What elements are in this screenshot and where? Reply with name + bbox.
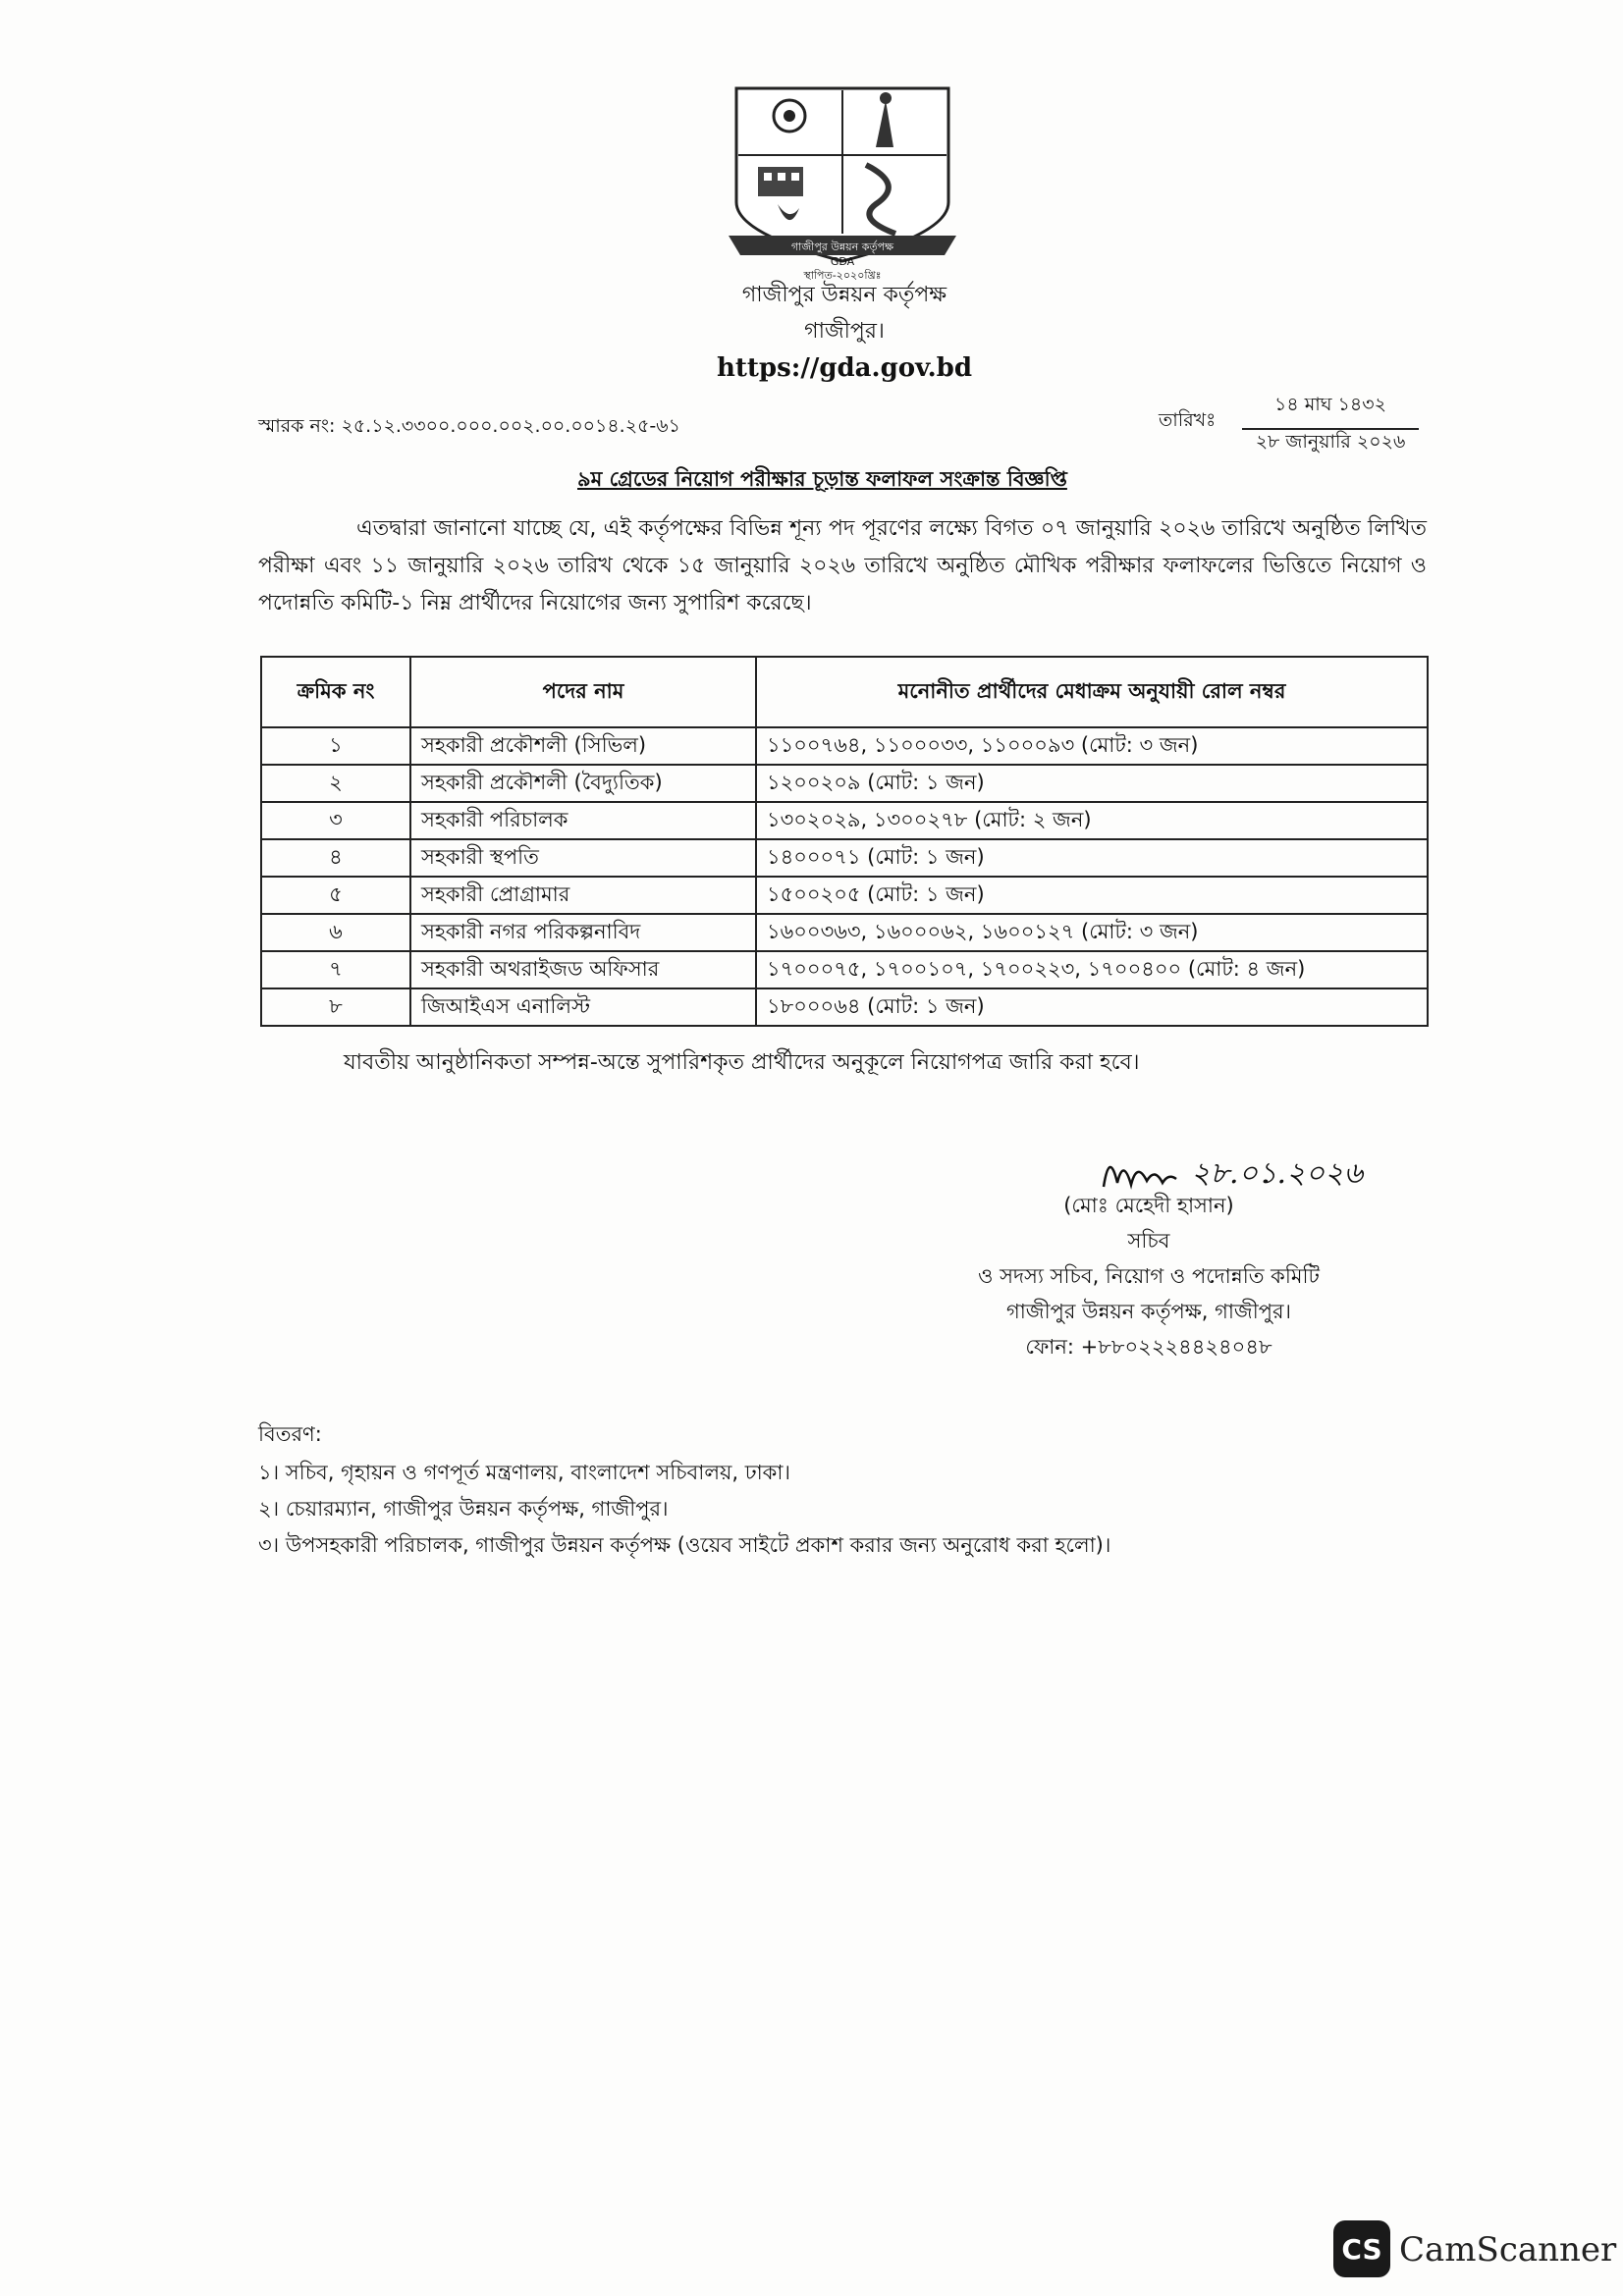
signatory-org: গাজীপুর উন্নয়ন কর্তৃপক্ষ, গাজীপুর। [1005,1300,1292,1323]
row-rolls: ১৩০২০২৯, ১৩০০২৭৮ (মোট: ২ জন) [756,802,1428,839]
date-english: ২৮ জানুয়ারি ২০২৬ [1255,431,1406,453]
camscanner-watermark: CamScanner [1399,2230,1617,2269]
table-row [261,951,1428,988]
row-serial: ৪ [261,839,410,877]
row-serial: ৫ [261,877,410,914]
row-serial: ৩ [261,802,410,839]
row-post: সহকারী প্রকৌশলী (বৈদ্যুতিক) [410,765,756,802]
logo-year: স্থাপিত-২০২০খ্রিঃ [803,269,882,282]
table-row [261,988,1428,1026]
row-rolls: ১৭০০০৭৫, ১৭০০১০৭, ১৭০০২২৩, ১৭০০৪০০ (মোট: ৪ জন) [756,951,1428,988]
signature-date: ২৮.০১.২০২৬ [1191,1156,1364,1191]
header-serial: ক্রমিক নং [261,657,410,727]
logo-abbr: GDA [830,255,855,268]
row-serial: ৮ [261,988,410,1026]
camscanner-logo-icon: CS [1333,2220,1390,2277]
results-table [260,656,1429,1027]
list-item: ১। সচিব, গৃহায়ন ও গণপূর্ত মন্ত্রণালয়, বাংলাদেশ সচিবালয়, ঢাকা। [258,1461,790,1484]
row-serial: ৭ [261,951,410,988]
table-row [261,802,1428,839]
list-item: ৩। উপসহকারী পরিচালক, গাজীপুর উন্নয়ন কর্তৃপক্ষ (ওয়েব সাইটে প্রকাশ করার জন্য অনুরোধ করা হলো)। [258,1533,1111,1557]
row-post: সহকারী স্থপতি [410,839,756,877]
signatory-name: (মোঃ মেহেদী হাসান) [1063,1194,1234,1217]
row-post: সহকারী প্রকৌশলী (সিভিল) [410,727,756,765]
row-post: সহকারী প্রোগ্রামার [410,877,756,914]
row-post: সহকারী নগর পরিকল্পনাবিদ [410,914,756,951]
row-rolls: ১৬০০৩৬৩, ১৬০০০৬২, ১৬০০১২৭ (মোট: ৩ জন) [756,914,1428,951]
header-post: পদের নাম [410,657,756,727]
row-post: সহকারী পরিচালক [410,802,756,839]
row-rolls: ১৪০০০৭১ (মোট: ১ জন) [756,839,1428,877]
signatory-designation: সচিব [1127,1229,1170,1253]
table-row [261,765,1428,802]
table-header-row [261,657,1428,727]
row-post: সহকারী অথরাইজড অফিসার [410,951,756,988]
website-link[interactable]: https://gda.gov.bd [716,353,972,383]
org-city: গাজীপুর। [804,319,885,344]
notice-body: এতদ্বারা জানানো যাচ্ছে যে, এই কর্তৃপক্ষের বিভিন্ন শূন্য পদ পূরণের লক্ষ্যে বিগত ০৭ জানুয়ারি ২০২৬ তারিখে অনুষ্ঠিত লিখিত পরীক্ষা এবং ১১ জানুয়ারি ২০২৬ তারিখ থেকে ১৫ জানুয়ারি ২০২৬ তারিখে অনুষ্ঠিত মৌখিক পরীক্ষার ফলাফলের ভিত্তিতে নিয়োগ ও পদোন্নতি কমিটি-১ নিম্ন প্রার্থীদের নিয়োগের জন্য সুপারিশ করেছে। [258,516,1427,615]
gda-logo [729,86,956,283]
table-row [261,877,1428,914]
closing-note: যাবতীয় আনুষ্ঠানিকতা সম্পন্ন-অন্তে সুপারিশকৃত প্রার্থীদের অনুকূলে নিয়োগপত্র জারি করা হবে। [344,1050,1140,1075]
gda-emblem-icon [729,86,956,283]
row-post: জিআইএস এনালিস্ট [410,988,756,1026]
signatory-block [943,1188,1355,1364]
signatory-phone: ফোন: +৮৮০২২২৪৪২৪০৪৮ [1025,1335,1272,1359]
date-label: তারিখঃ [1159,409,1217,431]
table-row [261,914,1428,951]
row-serial: ২ [261,765,410,802]
table-row [261,839,1428,877]
table-row [261,727,1428,765]
row-serial: ১ [261,727,410,765]
signatory-committee: ও সদস্য সচিব, নিয়োগ ও পদোন্নতি কমিটি [978,1264,1320,1288]
row-serial: ৬ [261,914,410,951]
row-rolls: ১৮০০০৬৪ (মোট: ১ জন) [756,988,1428,1026]
date-bangla: ১৪ মাঘ ১৪৩২ [1242,391,1419,430]
memo-number: স্মারক নং: ২৫.১২.৩৩০০.০০০.০০২.০০.০০১৪.২৫-৬১ [258,415,680,437]
header-rolls: মনোনীত প্রার্থীদের মেধাক্রম অনুযায়ী রোল নম্বর [756,657,1428,727]
row-rolls: ১২০০২০৯ (মোট: ১ জন) [756,765,1428,802]
list-item: ২। চেয়ারম্যান, গাজীপুর উন্নয়ন কর্তৃপক্ষ, গাজীপুর। [258,1497,669,1521]
logo-banner-text: গাজীপুর উন্নয়ন কর্তৃপক্ষ [790,240,894,253]
distribution-list [258,1455,1110,1564]
distribution-heading: বিতরণ: [258,1422,322,1446]
row-rolls: ১১০০৭৬৪, ১১০০০৩৩, ১১০০০৯৩ (মোট: ৩ জন) [756,727,1428,765]
notice-subject: ৯ম গ্রেডের নিয়োগ পরীক্ষার চূড়ান্ত ফলাফল সংক্রান্ত বিজ্ঞপ্তি [577,467,1067,491]
org-name: গাজীপুর উন্নয়ন কর্তৃপক্ষ [741,283,947,307]
row-rolls: ১৫০০২০৫ (মোট: ১ জন) [756,877,1428,914]
